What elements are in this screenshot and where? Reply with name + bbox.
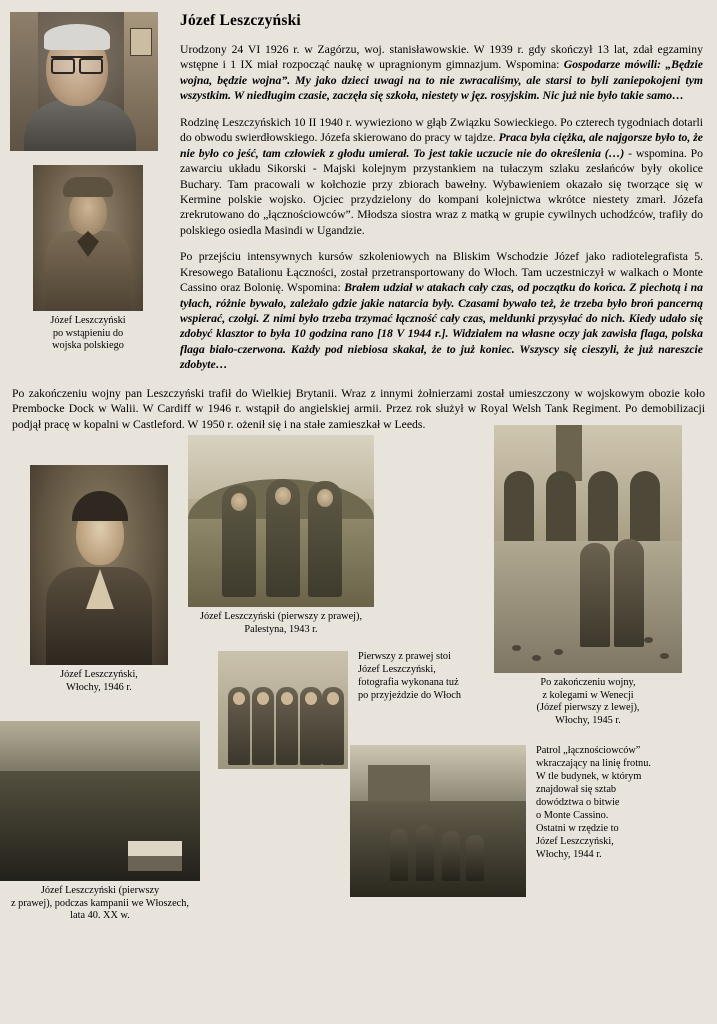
caption-line: wkraczający na linię frotnu. [536,758,651,770]
photo-figure [442,831,460,881]
photo-grupa-wlochy [218,651,348,769]
caption-line: Józef Leszczyński, [536,835,614,847]
caption-line: po wstąpieniu do [52,327,124,339]
gallery-item-palestyna-1943 [188,435,374,636]
caption-line: Włochy, 1944 r. [536,848,602,860]
photo-building [368,765,430,805]
text-run: Rodzinę Leszczyńskich 10 II 1940 r. wywieziono w głąb Związku Sowieckiego. Po czterech tygodniach dotarli do obwodu swierdłowskiego. Józefa skierowano do pracy w tajdze. [180,115,703,145]
photo-arch [504,471,534,541]
photo-figure-hair [72,491,128,521]
photo-foreground [350,801,526,897]
text-column [166,8,707,384]
gallery-row [350,745,695,897]
caption-palestyna-1943 [188,611,374,636]
photo-arch [546,471,576,541]
photo-sky [0,721,200,773]
caption-line: Józef Leszczyński (pierwszy z prawej), [199,611,363,623]
caption-line: Józef Leszczyński, [60,669,138,681]
text-run-emphasis: Brałem udział w atakach cały czas, od początku do końca. Z piechotą i na tyłach, różnie bywało, zależało gdzie jakie natarcia były. Czasami bywało też, że trzeba było broń pancerną wspierać, czołgi. Z nimi było trzeba trzymać łączność cały czas, meldunki przysyłać do nich. Kiedy udało się zdobyć klasztor to była 10 godzina rano [18 V 1944 r.]. Widziałem na własne oczy jak zawisła flaga, polska flaga biało-czerwona. Każdy pod niebiosa skakał, że to już koniec. Wszyscy się cieszyli, że już nareszcie zdobyte… [180,281,703,372]
caption-line: Włochy, 1946 r. [66,681,132,693]
photo-figure [416,825,434,881]
photo-figure-body [24,100,136,151]
text-run-emphasis: Praca była ciężka, ale najgorsze było to, że nie było co jeść, tam człowiek z głodu umierał. To jest takie uczucie nie do określenia (…) [180,131,703,160]
photo-kampania-wlochy [0,721,200,881]
caption-grupa-wlochy [358,651,508,703]
caption-line: Włochy, 1945 r. [555,714,621,726]
header-section [0,0,717,384]
photo-figure [390,829,408,881]
caption-line: znajdował się sztab [536,783,617,795]
photo-gallery [0,443,717,963]
photo-figure [276,687,298,765]
caption-line: Józef Leszczyński, [358,664,436,676]
photo-portrait-color [10,12,158,151]
photo-soldier-young [33,165,143,311]
gallery-item-wenecja-1945 [494,425,682,727]
photo-wenecja-1945 [494,425,682,673]
photo-figure [228,687,250,765]
text-run: Po przejściu intensywnych kursów szkoleniowych na Bliskim Wschodzie Józef jako radiotelegrafista 5. Kresowego Batalionu Łączności, został przetransportowany do Włoch. Tam uczestniczył w walkach o Monte Cassino oraz Bolonię. Wspomina: [180,250,703,295]
caption-line: lata 40. XX w. [70,910,130,922]
caption-line: Pierwszy z prawej stoi [358,651,451,663]
photo-figure [614,539,644,647]
caption-line: fotografia wykonana tuż [358,677,459,688]
left-photo-column [10,8,166,384]
photo-bg-frame [130,28,152,56]
caption-line: (Józef pierwszy z lewej), [536,702,640,714]
gallery-item-kampania-wlochy [0,721,200,923]
photo-figure [580,543,610,647]
paragraph-1 [180,42,703,104]
caption-wenecja-1945 [494,677,682,727]
caption-line: wojska polskiego [52,340,124,352]
text-run: - wspomina. Po zawarciu układu Sikorski - Majski kolejnym przystankiem na tułaczym szlaku zesłańców były okolice Buchary. Tam pracowali w kołchozie przy zbiorach bawełny. Wybawieniem okazało się tworzące się w Kermine polskie wojsko. Ojciec przydzielony do kompani kolejnictwa wkrótce niestety zmarł. Józefa zrekrutowano do „łącznościowców”. Młodsza siostra wraz z matką w grupie cywilnych uchodźców, trafiły do polskiego osiedla Masindi w Ugandzie. [180,146,704,237]
paragraph-4: Po zakończeniu wojny pan Leszczyński trafił do Wielkiej Brytanii. Wraz z innymi żołnierzami został umieszczony w wojskowym obozie koło Prembocke Dock w Walii. W Cardiff w 1946 r. wstąpił do angielskiej armii. Przez rok służył w Royal Welsh Tank Regiment. Po demobilizacji podjął pracę w kopalni w Castleford. W 1950 r. ożenił się i na stałe zamieszkał w Leeds. [12,386,705,431]
caption-line: Ostatni w rzędzie to [536,822,619,834]
caption-line: dowództwa o bitwie [536,796,620,808]
photo-figure [252,687,274,765]
photo-figure [466,835,484,881]
page-title: Józef Leszczyński [180,12,301,29]
photo-patrol [350,745,526,897]
text-run: Urodzony 24 VI 1926 r. w Zagórzu, woj. stanisławowskie. W 1939 r. gdy skończył 13 lat, zdał egzaminy wstępne i 1 IX miał rozpocząć naukę w upragnionym gimnazjum. Wspomina: [180,43,703,72]
caption-soldier-young [10,315,166,353]
photo-figure-hair [44,24,110,50]
caption-line: z prawej), podczas kampanii we Włoszech, [11,897,189,909]
caption-line: Józef Leszczyński (pierwszy [40,885,160,897]
photo-wlochy-1946 [30,465,168,665]
photo-figure [222,485,256,597]
photo-arch [588,471,618,541]
caption-line: Patrol „łącznościowców” [536,745,641,757]
caption-patrol [536,745,688,862]
caption-line: Palestyna, 1943 r. [244,623,318,635]
paragraph-2 [180,115,703,239]
photo-arch [630,471,660,541]
caption-line: o Monte Cassino. [536,809,609,821]
photo-figure [308,481,342,597]
text-run-emphasis: Gospodarze mówili: „Będzie wojna, będzie wojna”. My jako dzieci uwagi na to nie zwracaliśmy, ale starsi to byli zaniepokojeni tym wszystkim. W niedługim czasie, zaczęła się szkoła, niestety w jęz. rosyjskim. Nic już nie było takie samo… [180,58,703,103]
caption-line: Po zakończeniu wojny, [540,677,636,689]
caption-line: z kolegami w Wenecji [542,689,634,701]
photo-figure-cap [63,177,113,197]
caption-kampania-wlochy [0,885,200,923]
photo-figure [266,479,300,597]
caption-line: W tle budynek, w którym [536,771,642,782]
caption-line: po przyjeździe do Włoch [358,689,462,701]
gallery-item-patrol [350,745,695,897]
caption-wlochy-1946 [30,669,168,694]
gallery-item-wlochy-1946 [30,465,168,694]
flag-icon [128,841,182,871]
photo-figure [322,687,344,765]
caption-line: Józef Leszczyński [50,315,126,326]
paragraph-3 [180,249,703,373]
photo-figure [300,687,322,765]
glasses-icon [51,56,103,71]
photo-palestyna-1943 [188,435,374,607]
